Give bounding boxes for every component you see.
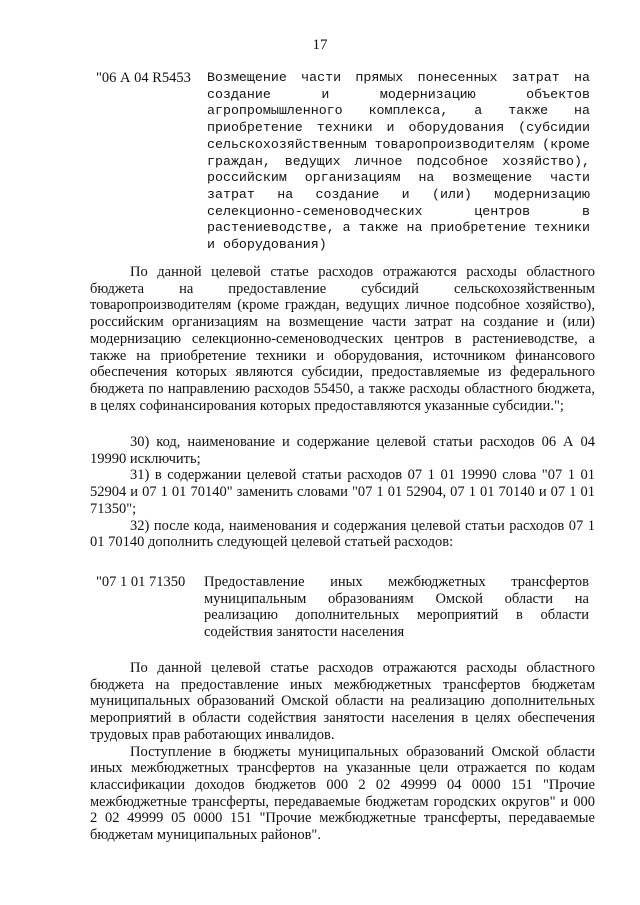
article-explanation: [90, 264, 595, 414]
amendment-item-32: 32) после кода, наименования и содержания целевой статьи расходов 07 1 01 70140 дополнить следующей целевой статьей расходов:: [90, 517, 595, 551]
target-article-code: "06 А 04 R5453: [96, 70, 191, 86]
target-article-description: Предоставление иных межбюджетных трансфертов муниципальным образованиям Омской области на реализацию дополнительных мероприятий в области содействия занятости населения: [204, 574, 589, 641]
target-article-description: Возмещение части прямых понесенных затрат на создание и модернизацию объектов агропромышленного комплекса, а также на приобретение техники и оборудования (субсидии сельскохозяйственным товаропроизводителям (кроме граждан, ведущих личное подсобное хозяйство), российским организациям на возмещение части затрат на создание и (или) модернизацию селекционно-семеноводческих центров в растениеводстве, а также на приобретение техники и оборудования): [207, 70, 591, 253]
paragraph: По данной целевой статье расходов отражаются расходы областного бюджета на предоставление иных межбюджетных трансфертов бюджетам муниципальных образований Омской области на реализацию дополнительных мероприятий в области содействия занятости населения в целях обеспечения трудовых прав работающих инвалидов.: [90, 660, 595, 743]
article-explanation: [90, 660, 595, 844]
paragraph: По данной целевой статье расходов отражаются расходы областного бюджета на предоставление субсидий сельскохозяйственным товаропроизводителям (кроме граждан, ведущих личное подсобное хозяйство), российским организациям на возмещение части затрат на создание и (или) модернизацию селекционно-семеноводческих центров в растениеводстве, а также на приобретение техники и оборудования, источником финансового обеспечения которых являются субсидии, предоставляемые из федерального бюджета по направлению расходов 55450, а также расходы областного бюджета, в целях софинансирования которых предоставляются указанные субсидии.";: [90, 264, 595, 414]
page-number: 17: [312, 37, 328, 53]
target-article-code: "07 1 01 71350: [96, 574, 186, 590]
paragraph: Поступление в бюджеты муниципальных образований Омской области иных межбюджетных трансфертов на указанные цели отражается по кодам классификации доходов бюджетов 000 2 02 49999 04 0000 151 "Прочие межбюджетные трансферты, передаваемые бюджетам городских округов" и 000 2 02 49999 05 0000 151 "Прочие межбюджетные трансферты, передаваемые бюджетам муниципальных районов".: [90, 743, 595, 844]
amendment-item-30: 30) код, наименование и содержание целевой статьи расходов 06 А 04 19990 исключить;: [90, 434, 595, 467]
amendment-list: [90, 434, 595, 551]
amendment-item-31: 31) в содержании целевой статьи расходов 07 1 01 19990 слова "07 1 01 52904 и 07 1 01 70140" заменить словами "07 1 01 52904, 07 1 01 70140 и 07 1 01 71350";: [90, 467, 595, 517]
